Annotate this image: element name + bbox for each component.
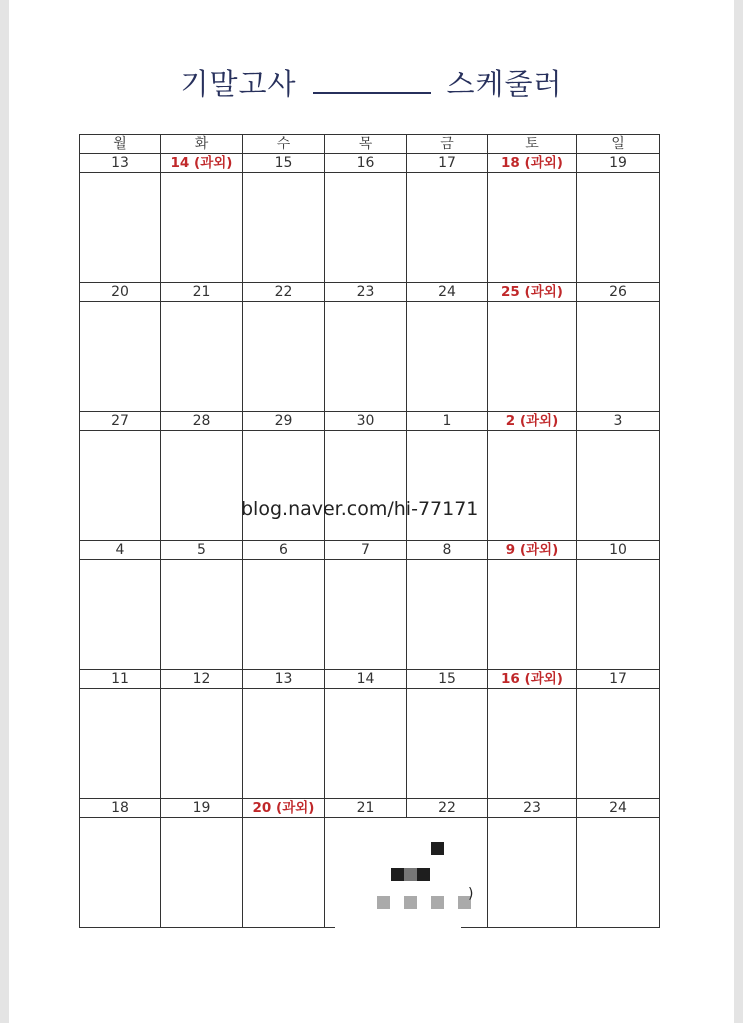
page (9, 0, 734, 1023)
date-number: 22 (243, 283, 325, 302)
date-number-row (80, 283, 660, 302)
date-cell-row (80, 560, 660, 670)
date-cell[interactable] (325, 302, 407, 412)
date-number: 6 (243, 541, 325, 560)
date-number: 20 (과외) (243, 799, 325, 818)
date-cell[interactable] (488, 431, 577, 541)
date-number: 10 (577, 541, 660, 560)
date-number: 14 (325, 670, 407, 689)
date-number: 11 (80, 670, 161, 689)
weekday-label: 월 (80, 135, 161, 154)
date-number: 15 (243, 154, 325, 173)
date-cell-row (80, 302, 660, 412)
date-cell[interactable] (80, 302, 161, 412)
date-number: 16 (과외) (488, 670, 577, 689)
date-cell[interactable] (80, 689, 161, 799)
date-cell[interactable] (80, 173, 161, 283)
date-number: 16 (325, 154, 407, 173)
date-cell-row (80, 173, 660, 283)
date-cell[interactable] (243, 560, 325, 670)
date-number: 21 (161, 283, 243, 302)
date-cell[interactable] (161, 302, 243, 412)
date-number: 27 (80, 412, 161, 431)
date-number: 20 (80, 283, 161, 302)
date-number: 18 (80, 799, 161, 818)
date-number: 19 (577, 154, 660, 173)
date-cell[interactable] (325, 560, 407, 670)
date-number-row (80, 412, 660, 431)
date-cell[interactable] (243, 302, 325, 412)
date-cell[interactable] (577, 560, 660, 670)
page-title (9, 62, 734, 103)
date-cell-row (80, 689, 660, 799)
date-cell[interactable] (407, 173, 488, 283)
weekday-label: 화 (161, 135, 243, 154)
watermark: blog.naver.com/hi-77171 (241, 498, 479, 520)
date-number: 23 (488, 799, 577, 818)
date-cell[interactable] (488, 173, 577, 283)
date-cell[interactable] (325, 173, 407, 283)
date-cell[interactable] (325, 689, 407, 799)
date-number: 13 (243, 670, 325, 689)
date-number: 12 (161, 670, 243, 689)
title-blank-line (313, 68, 431, 94)
date-cell[interactable] (243, 173, 325, 283)
date-number: 17 (577, 670, 660, 689)
date-cell[interactable] (488, 560, 577, 670)
date-number: 23 (325, 283, 407, 302)
date-number: 21 (325, 799, 407, 818)
weekday-label: 금 (407, 135, 488, 154)
date-cell[interactable] (407, 560, 488, 670)
date-number: 15 (407, 670, 488, 689)
date-number: 9 (과외) (488, 541, 577, 560)
date-number: 24 (407, 283, 488, 302)
date-number: 1 (407, 412, 488, 431)
date-cell[interactable] (80, 818, 161, 928)
date-number: 28 (161, 412, 243, 431)
date-number: 3 (577, 412, 660, 431)
date-number-row (80, 541, 660, 560)
censored-signature (335, 818, 461, 928)
date-cell[interactable] (80, 431, 161, 541)
date-cell-row (80, 431, 660, 541)
date-cell[interactable] (577, 302, 660, 412)
date-number-row (80, 154, 660, 173)
date-number: 8 (407, 541, 488, 560)
date-number-row (80, 670, 660, 689)
date-number: 4 (80, 541, 161, 560)
date-number: 7 (325, 541, 407, 560)
date-cell[interactable] (407, 431, 488, 541)
weekday-label: 목 (325, 135, 407, 154)
censored-paren: ) (468, 886, 474, 902)
date-cell[interactable] (80, 560, 161, 670)
date-number-row (80, 799, 660, 818)
date-cell[interactable] (577, 431, 660, 541)
date-cell[interactable] (161, 818, 243, 928)
date-number: 14 (과외) (161, 154, 243, 173)
date-cell[interactable] (161, 689, 243, 799)
date-cell[interactable] (407, 689, 488, 799)
date-cell[interactable] (488, 689, 577, 799)
date-number: 22 (407, 799, 488, 818)
title-right: 스케줄러 (446, 67, 563, 101)
calendar-table (79, 134, 660, 928)
date-cell[interactable] (488, 302, 577, 412)
date-number: 5 (161, 541, 243, 560)
date-number: 2 (과외) (488, 412, 577, 431)
date-cell[interactable] (161, 560, 243, 670)
date-cell[interactable] (243, 689, 325, 799)
date-cell[interactable] (325, 431, 407, 541)
date-number: 17 (407, 154, 488, 173)
weekday-header-row (80, 135, 660, 154)
date-cell[interactable] (243, 431, 325, 541)
date-number: 24 (577, 799, 660, 818)
date-number: 19 (161, 799, 243, 818)
date-cell[interactable] (577, 173, 660, 283)
date-number: 29 (243, 412, 325, 431)
date-cell[interactable] (243, 818, 325, 928)
date-cell[interactable] (161, 173, 243, 283)
date-number: 25 (과외) (488, 283, 577, 302)
date-number: 18 (과외) (488, 154, 577, 173)
date-number: 30 (325, 412, 407, 431)
date-cell[interactable] (161, 431, 243, 541)
date-cell[interactable] (488, 818, 577, 928)
date-number: 26 (577, 283, 660, 302)
date-number: 13 (80, 154, 161, 173)
weekday-label: 수 (243, 135, 325, 154)
weekday-label: 일 (577, 135, 660, 154)
date-cell[interactable] (407, 302, 488, 412)
weekday-label: 토 (488, 135, 577, 154)
date-cell[interactable] (577, 818, 660, 928)
title-left: 기말고사 (180, 67, 297, 101)
date-cell[interactable] (577, 689, 660, 799)
